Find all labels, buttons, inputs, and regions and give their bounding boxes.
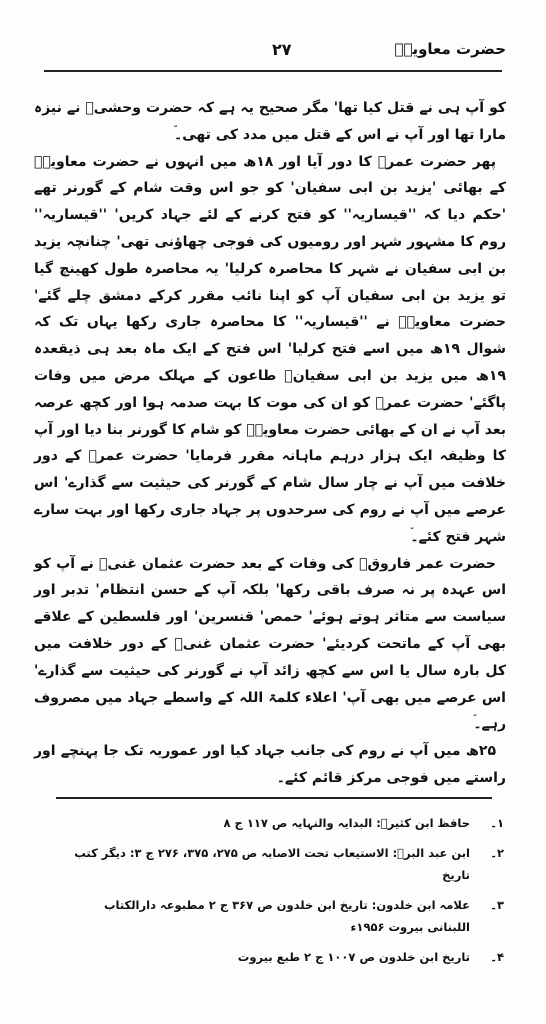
footnote-item xyxy=(60,894,504,938)
footnote-item xyxy=(60,842,504,886)
footnote-text: ابن عبد البرؒ: الاستیعاب تحت الاصابہ ص ۲۷۵، ۳۷۵، ۲۷۶ ج ۳: دیگر کتب تاریخ xyxy=(74,846,470,882)
footnote-number: ۳۔ xyxy=(490,898,504,912)
paragraph-text: کو آپ ہی نے قتل کیا تھا' مگر صحیح یہ ہے کہ حضرت وحشیؓ نے نیزہ مارا تھا اور آپ نے اس کے قتل میں مدد کی تھی۔ xyxy=(34,100,506,143)
footnote-item xyxy=(60,946,504,968)
footnote-item xyxy=(60,812,504,834)
footnote-rule xyxy=(56,797,492,799)
header-rule xyxy=(44,70,502,72)
footnotes xyxy=(60,812,504,976)
paragraph-text: پھر حضرت عمرؓ کا دور آیا اور ۱۸ھ میں انہوں نے حضرت معاویہؓ کے بھائی 'یزید بن ابی سفیان' کو جو اس وقت شام کے گورنر تھے 'حکم دیا کہ ''قیساریہ'' کو فتح کرنے کے لئے جہاد کریں' ''قیساریہ'' روم کا مشہور شہر اور رومیوں کی فوجی چھاؤنی تھی' چنانچہ یزید بن ابی سفیان نے شہر کا محاصرہ کرلیا' یہ محاصرہ طول کھینچ گیا تو یزید بن ابی سفیان آپ کو اپنا نائب مقرر کرکے دمشق چلے گئے' حضرت معاویہؓ نے ''قیساریہ'' کا محاصرہ جاری رکھا یہاں تک کہ شوال ۱۹ھ میں اسے فتح کرلیا' اس فتح کے ایک ماہ بعد ہی ذیقعدہ ۱۹ھ میں یزید بن ابی سفیانؓ طاعون کے مہلک مرض میں وفات پاگئے' حضرت عمرؓ کو ان کی موت کا بہت صدمہ ہوا اور کچھ عرصہ بعد آپ نے ان کے بھائی حضرت معاویہؓ کو شام کا گورنر بنا دیا اور آپ کا وظیفہ ایک ہزار درہم ماہانہ مقرر فرمایا' حضرت عمرؓ کے دور خلافت میں آپ نے چار سال شام کے گورنر کی حیثیت سے گذارے' اس عرصے میں آپ نے روم کی سرحدوں پر جہاد جاری رکھا اور بہت سارے شہر فتح کئے۔ xyxy=(34,153,506,545)
paragraph xyxy=(34,551,506,739)
footnote-text: علامہ ابن خلدون: تاریخ ابن خلدون ص ۳۶۷ ج ۲ مطبوعہ دارالکتاب اللبنانی بیروت ۱۹۵۶ء xyxy=(103,898,470,934)
footnote-text: تاریخ ابن خلدون ص ۱۰۰۷ ج ۲ طبع بیروت xyxy=(237,950,470,964)
page-number: ۲۷ xyxy=(272,40,292,59)
running-title: حضرت معاویہؓ xyxy=(394,40,506,58)
footnote-number: ۱۔ xyxy=(490,816,504,830)
footnote-number: ۲۔ xyxy=(490,846,504,860)
paragraph-text: حضرت عمر فاروقؓ کی وفات کے بعد حضرت عثمان غنیؓ نے آپ کو اس عہدہ پر نہ صرف باقی رکھا' بلکہ آپ کے حسن انتظام' تدبر اور سیاست سے متاثر ہوتے ہوئے' حمص' قنسرین' اور فلسطین کے علاقے بھی آپ کے ماتحت کردیئے' حضرت عثمان غنیؓ کے دور خلافت میں کل بارہ سال یا اس سے کچھ زائد آپ نے گورنر کی حیثیت سے گذارے' اس عرصے میں بھی آپ' اعلاء کلمۃ اللہ کے واسطے جہاد میں مصروف رہے۔ xyxy=(34,555,506,733)
paragraph xyxy=(34,149,506,551)
footnote-text: حافظ ابن کثیرؒ: البدایہ والنہایہ ص ۱۱۷ ج ۸ xyxy=(223,816,470,830)
body-text xyxy=(34,95,506,792)
paragraph xyxy=(34,738,506,792)
footnote-number: ۴۔ xyxy=(490,950,504,964)
page-header xyxy=(40,40,506,66)
paragraph xyxy=(34,95,506,149)
paragraph-text: ۲۵ھ میں آپ نے روم کی جانب جہاد کیا اور عموریہ تک جا پہنچے اور راستے میں فوجی مرکز قائم کئے۔ xyxy=(34,743,506,786)
